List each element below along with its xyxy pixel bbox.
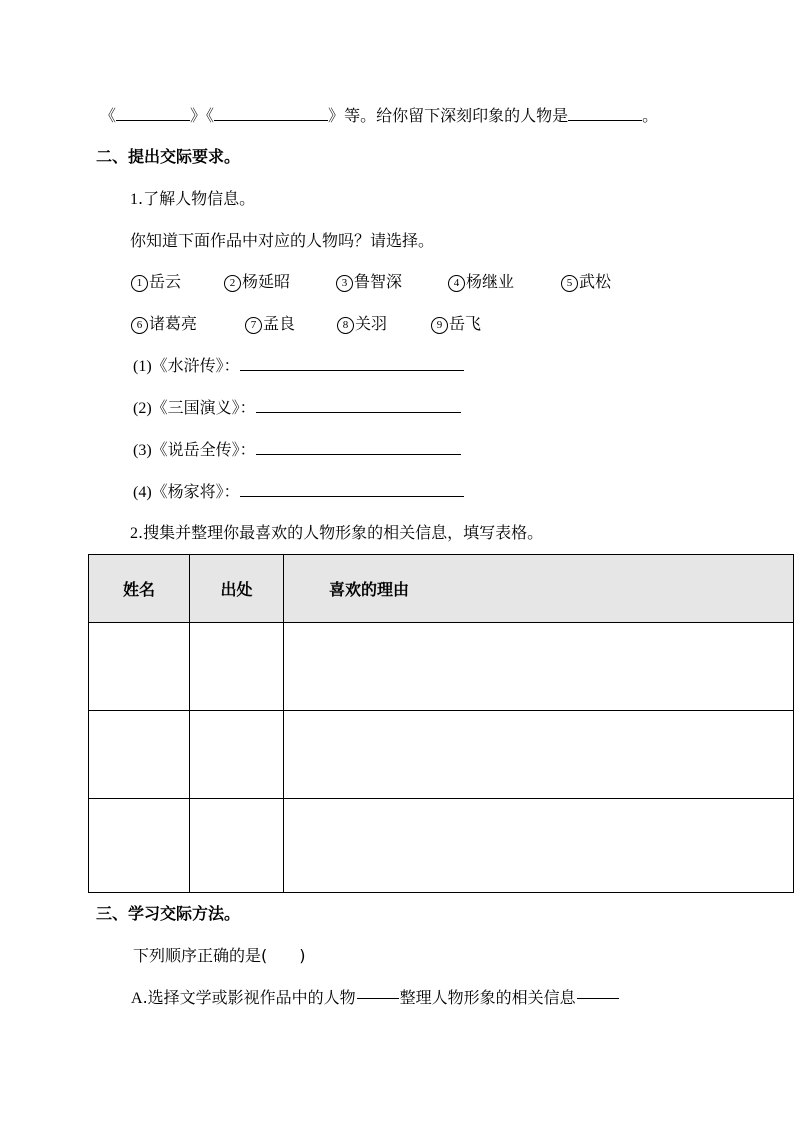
section3-heading: 三、学习交际方法。 (96, 904, 241, 923)
source-cell[interactable] (190, 799, 284, 893)
fill-number: (4) (133, 484, 152, 501)
fill-title: 《水浒传》 (151, 356, 224, 375)
book-mark-open: 《 (206, 106, 215, 125)
option-8 (337, 314, 387, 334)
dash-connector (357, 998, 399, 999)
fill-number: (1) (133, 358, 152, 375)
book-mark-close: 》 (190, 106, 207, 125)
fill-number: (2) (133, 400, 152, 417)
fill-title: 《三国演义》 (151, 398, 240, 417)
option-4 (448, 272, 514, 292)
option-name: 岳云 (149, 272, 182, 291)
option-name: 杨延昭 (242, 272, 291, 291)
source-cell[interactable] (190, 623, 284, 711)
option-3 (336, 272, 402, 292)
fill-colon: ： (223, 482, 240, 501)
circle-number-8: 8 (337, 317, 354, 334)
circle-number-4: 4 (448, 275, 465, 292)
fill-title: 《杨家将》 (151, 482, 224, 501)
book-mark-open: 《 (100, 106, 117, 125)
top-line-text: 等。给你留下深刻印象的人物是 (344, 106, 569, 125)
option-name: 杨继业 (466, 272, 515, 291)
character-info-table (88, 554, 794, 893)
fill-colon: ： (239, 398, 256, 417)
option-a (131, 988, 620, 1009)
question-1 (130, 189, 255, 210)
reason-cell[interactable] (284, 711, 794, 799)
name-cell[interactable] (89, 623, 190, 711)
option-a-text-2: 整理人物形象的相关信息 (399, 988, 576, 1007)
circle-number-3: 3 (336, 275, 353, 292)
name-cell[interactable] (89, 799, 190, 893)
fill-colon: ： (223, 356, 240, 375)
blank-character[interactable] (568, 106, 642, 121)
option-name: 诸葛亮 (149, 314, 198, 333)
blank-book-1[interactable] (116, 106, 190, 121)
fill-line-2 (133, 398, 461, 419)
circle-number-5: 5 (561, 275, 578, 292)
option-1 (131, 272, 181, 292)
question-2-number: 2 (130, 525, 138, 542)
fill-line-4 (133, 482, 464, 503)
option-6 (131, 314, 197, 334)
option-name: 鲁智深 (354, 272, 403, 291)
table-row (89, 623, 794, 711)
source-cell[interactable] (190, 711, 284, 799)
fill-colon: ： (239, 440, 256, 459)
fill-line-1 (133, 356, 464, 377)
answer-blank[interactable] (256, 398, 461, 413)
question-1-text: .了解人物信息。 (138, 189, 256, 208)
reason-cell[interactable] (284, 799, 794, 893)
header-name: 姓名 (89, 555, 190, 623)
table-row (89, 711, 794, 799)
table-row (89, 799, 794, 893)
question-1-number: 1 (130, 191, 138, 208)
option-name: 孟良 (263, 314, 296, 333)
answer-blank[interactable] (240, 356, 464, 371)
header-source: 出处 (190, 555, 284, 623)
option-name: 岳飞 (449, 314, 482, 333)
fill-line-3 (133, 440, 461, 461)
name-cell[interactable] (89, 711, 190, 799)
option-name: 武松 (579, 272, 612, 291)
option-a-letter: A (131, 990, 143, 1007)
section3-question: 下列顺序正确的是( ) (133, 946, 306, 965)
question-2 (130, 523, 543, 544)
answer-blank[interactable] (240, 482, 464, 497)
fill-number: (3) (133, 442, 152, 459)
period: 。 (642, 106, 659, 125)
option-a-text: .选择文学或影视作品中的人物 (142, 988, 356, 1007)
option-5 (561, 272, 611, 292)
table-header-row (89, 555, 794, 623)
circle-number-7: 7 (245, 317, 262, 334)
top-line (100, 106, 658, 126)
circle-number-9: 9 (431, 317, 448, 334)
header-reason: 喜欢的理由 (284, 555, 794, 623)
circle-number-1: 1 (131, 275, 148, 292)
circle-number-6: 6 (131, 317, 148, 334)
option-2 (224, 272, 290, 292)
fill-title: 《说岳全传》 (151, 440, 240, 459)
question-2-text: .搜集并整理你最喜欢的人物形象的相关信息，填写表格。 (138, 523, 544, 542)
section2-heading: 二、提出交际要求。 (96, 147, 241, 166)
answer-blank[interactable] (256, 440, 461, 455)
dash-connector (577, 998, 619, 999)
circle-number-2: 2 (224, 275, 241, 292)
option-name: 关羽 (355, 314, 388, 333)
book-mark-close: 》 (328, 106, 345, 125)
blank-book-2[interactable] (214, 106, 328, 121)
option-7 (245, 314, 295, 334)
option-9 (431, 314, 481, 334)
reason-cell[interactable] (284, 623, 794, 711)
question-1-prompt: 你知道下面作品中对应的人物吗？请选择。 (130, 231, 435, 250)
